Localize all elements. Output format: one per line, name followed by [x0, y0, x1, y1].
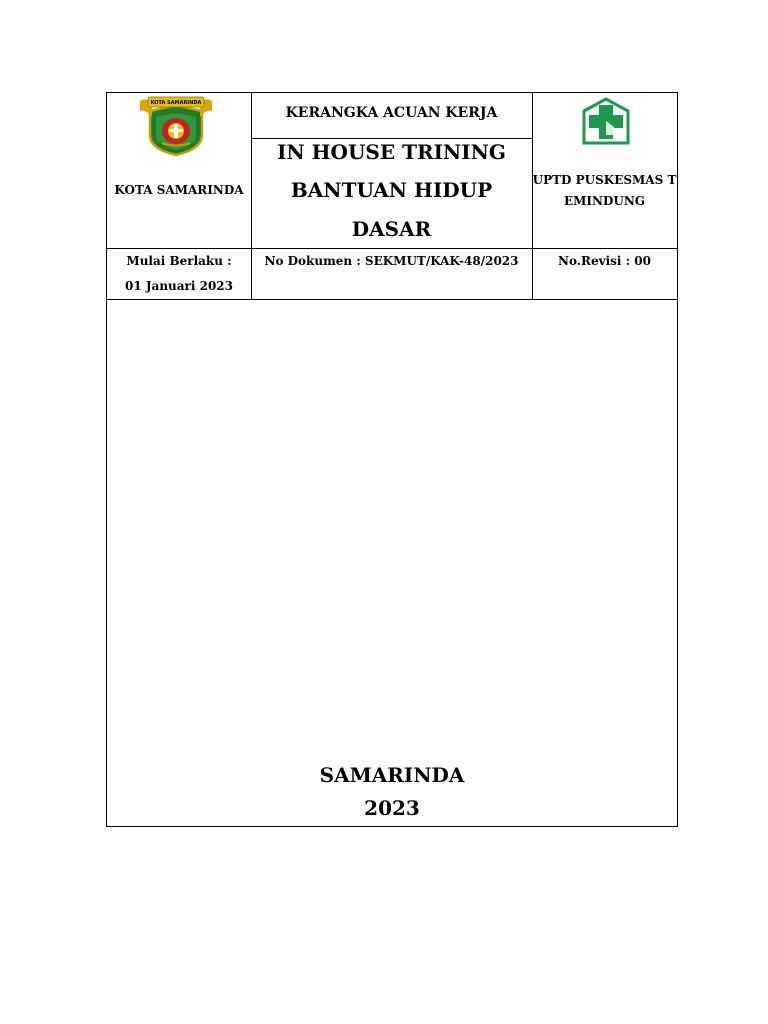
city-emblem-icon [136, 95, 216, 157]
document-type: KERANGKA ACUAN KERJA [285, 105, 498, 121]
effective-date: 01 Januari 2023 [124, 279, 233, 293]
right-org-line-1: UPTD PUSKESMAS T [532, 173, 677, 187]
title-line-3: DASAR [351, 217, 432, 241]
left-org-name: KOTA SAMARINDA [114, 183, 244, 197]
footer-city: SAMARINDA [319, 763, 465, 787]
revision-number: No.Revisi : 00 [558, 254, 651, 268]
title-line-2: BANTUAN HIDUP [290, 178, 493, 202]
emblem-banner-text: KOTA SAMARINDA [150, 100, 202, 106]
footer-year: 2023 [364, 796, 420, 820]
effective-label: Mulai Berlaku : [126, 254, 232, 268]
document-number: No Dokumen : SEKMUT/KAK-48/2023 [264, 254, 519, 268]
divider [107, 299, 677, 300]
health-cross-icon [574, 95, 638, 151]
right-org-line-2: EMINDUNG [563, 194, 646, 208]
title-line-1: IN HOUSE TRINING [277, 140, 506, 164]
document-frame [106, 92, 678, 827]
divider [107, 248, 677, 249]
divider [251, 138, 532, 139]
